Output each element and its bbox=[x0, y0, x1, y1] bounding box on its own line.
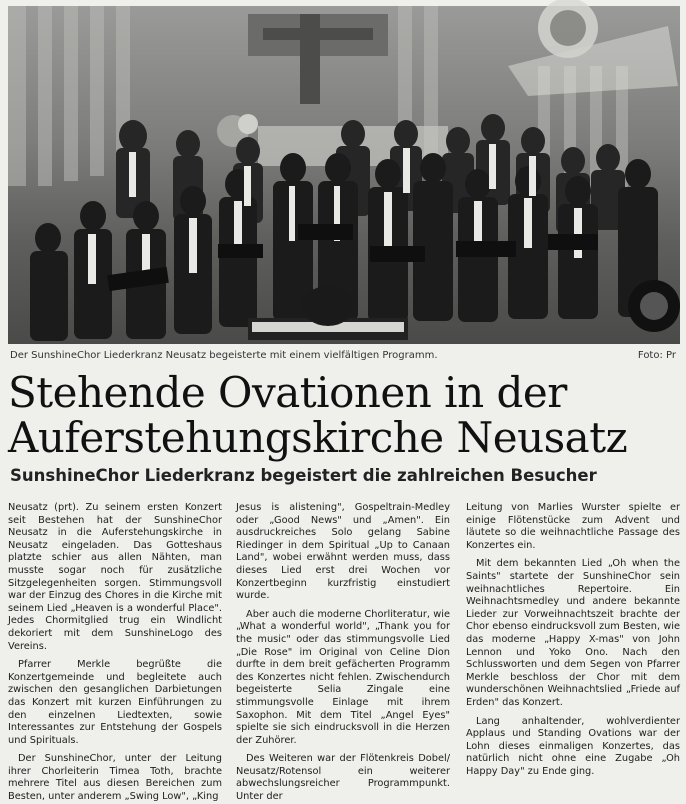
paragraph: Jesus is alistening", Gospeltrain-Medley oder „Good News" und „Amen". Ein ausdruckreiches Solo gelang Sabine Riedinger in dem Spiritual „Up to Canaan Land", wobei erwähnt werden muss, dass dieses Lied erst drei Wochen vor Konzertbeginn kurzfristig einstudiert wurde. bbox=[236, 502, 450, 602]
paragraph: Aber auch die moderne Chorliteratur, wie „What a wonderful world", „Thank you for the music" oder das stimmungsvolle Lied „Die Rose" im Original von Celine Dion durfte in dem breit gefächerten Programm des Konzertes nicht fehlen. Zwischendurch begeisterte Selia Zingale eine stimmungsvolle Einlage mit ihrem Saxophon. Mit dem Titel „Angel Eyes" spielte sie sich eindrucksvoll in die Herzen der Zuhörer. bbox=[236, 608, 450, 746]
paragraph: Pfarrer Merkle begrüßte die Konzertgemeinde und begleitete auch zwischen den gesanglichen Darbietungen das Konzert mit kurzen Einführungen zu den einzelnen Liedtexten, sowie Interessantes zur Entstehung der Gospels und Spirituals. bbox=[8, 659, 222, 746]
paragraph: Lang anhaltender, wohlverdienter Applaus und Standing Ovations war der Lohn dieses einmaligen Konzertes, das natürlich nicht ohne eine Zugabe „Oh Happy Day" zu Ende ging. bbox=[466, 715, 680, 777]
article-column-2 bbox=[236, 502, 450, 803]
choir-photo bbox=[8, 6, 680, 344]
paragraph: Mit dem bekannten Lied „Oh when the Saints" startete der SunshineChor sein weihnachtliches Repertoire. Ein Weihnachtsmedley und andere bekannte Lieder zur Vorweihnachtszeit brachte der Chor ebenso eindrucksvoll zum Besten, wie das moderne „Happy X-mas" von John Lennon und Yoko Ono. Nach den Schlussworten und dem Segen von Pfarrer Merkle beschloss der Chor mit dem wunderschönen Weihnachtslied „Friede auf Erden" das Konzert. bbox=[466, 558, 680, 708]
subheadline: SunshineChor Liederkranz begeistert die zahlreichen Besucher bbox=[10, 466, 597, 485]
photo-credit: Foto: Pr bbox=[637, 350, 676, 361]
article-column-1 bbox=[8, 502, 222, 803]
photo-caption: Der SunshineChor Liederkranz Neusatz begeisterte mit einem vielfältigen Programm. bbox=[10, 350, 438, 361]
article-column-3 bbox=[466, 502, 680, 777]
headline: Stehende Ovationen in der Auferstehungskirche Neusatz bbox=[8, 368, 628, 462]
paragraph: Leitung von Marlies Wurster spielte er einige Flötenstücke zum Advent und läutete so die weihnachtliche Passage des Konzertes ein. bbox=[466, 502, 680, 551]
paragraph: Der SunshineChor, unter der Leitung ihrer Chorleiterin Timea Toth, brachte mehrere Titel aus diesen Bereichen zum Besten, unter anderem „Swing Low", „King bbox=[8, 753, 222, 803]
choir-photo-illustration bbox=[8, 6, 680, 344]
paragraph: Neusatz (prt). Zu seinem ersten Konzert seit Bestehen hat der SunshineChor Neusatz in die Auferstehungskirche in Neusatz eingeladen. Das Gotteshaus platzte schier aus allen Nähten, man musste sogar noch für zusätzliche Sitzgelegenheiten sorgen. Stimmungsvoll war der Einzug des Chores in die Kirche mit seinem Lied „Heaven is a wonderful Place". Jedes Chormitglied trug ein Windlicht dekoriert mit dem SunshineLogo des Vereins. bbox=[8, 502, 222, 652]
paragraph: Des Weiteren war der Flötenkreis Dobel/ Neusatz/Rotensol ein weiterer abwechslungsreicher Programmpunkt. Unter der bbox=[236, 753, 450, 803]
cross-artwork bbox=[248, 14, 388, 104]
sun-artwork bbox=[508, 0, 678, 96]
photo-caption-row bbox=[10, 350, 676, 361]
